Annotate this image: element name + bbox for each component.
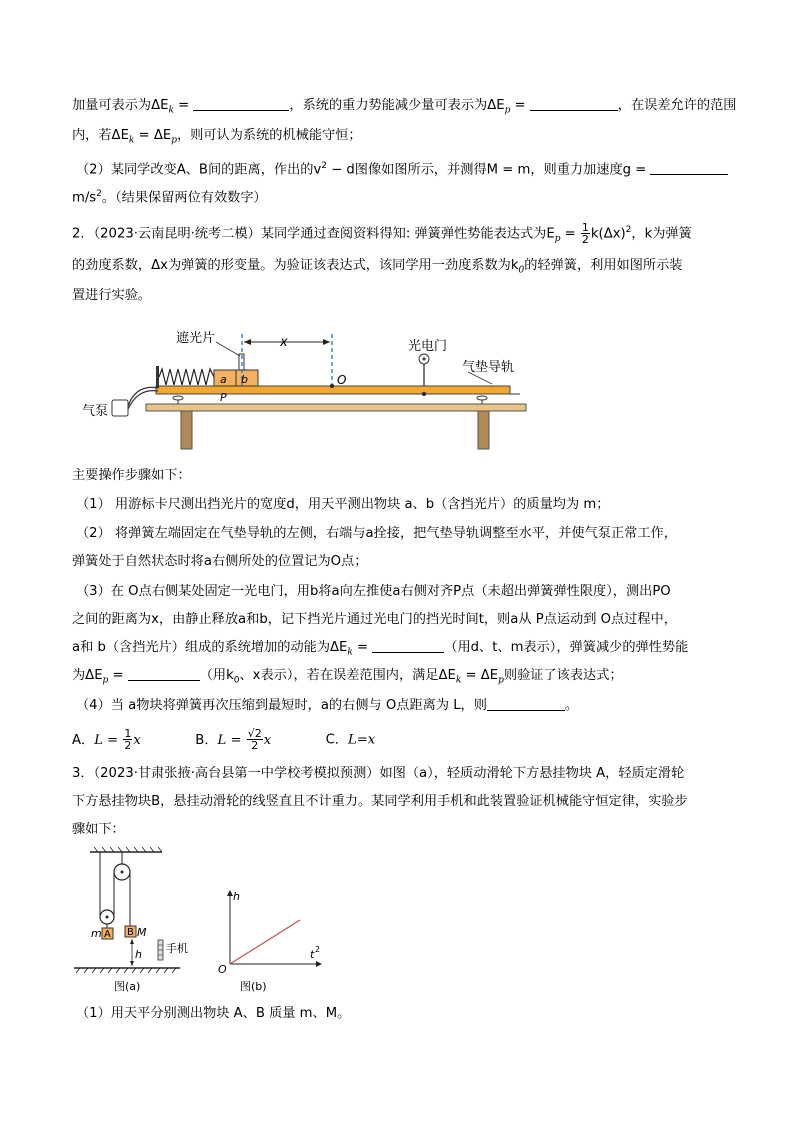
question-3-line-1: 3．（2023·甘肃张掖·高台县第一中学校考模拟预测）如图（a），轻质动滑轮下方悬挂物块 A，轻质定滑轮 [72, 766, 685, 781]
figure-a-caption: 图(a) [114, 980, 141, 993]
text-line-2: 内，若$\Delta E_k = \Delta E_p$，则可认为系统的机械能守恒； [72, 128, 362, 146]
step-3-cont-3: 为$\Delta E_p$ = （用$k_0$、x表示），若在误差范围内，满足$\Delta E_k = \Delta E_p$则验证了该表达式； [72, 668, 623, 686]
fraction-root2-over-2: $\frac{√2}{2}$ [247, 727, 262, 752]
block-b-label: b [241, 373, 248, 386]
question-3-step-1: （1）用天平分别测出物块 A、B 质量 m、M。 [76, 1006, 351, 1021]
question-3-line-2: 下方悬挂物块B，悬挂动滑轮的线竖直且不计重力。某同学利用手机和此装置验证机械能守恒定律，实验步 [72, 794, 688, 809]
point-o-label: O [337, 373, 347, 387]
photogate-label: 光电门 [408, 339, 448, 354]
text-line-4: $m/s^2$。（结果保留两位有效数字） [72, 189, 267, 206]
step-3-cont-1: 之间的距离为x，由静止释放a和b，记下挡光片通过光电门的挡光时间t，则a从 P点运动到 O点过程中， [72, 612, 677, 627]
step-3-cont-2: a和 b（含挡光片）组成的系统增加的动能为$\Delta E_k$ = （用d、t、m表示），弹簧减少的弹性势能 [72, 640, 689, 658]
point-p-label: P [220, 391, 227, 404]
question-2-line-2: 的劲度系数，Δx为弹簧的形变量。为验证该表达式，该同学用一劲度系数为$k_0$的轻弹簧，利用如图所示装 [72, 258, 683, 276]
fraction-half: $\frac{1}{2}$ [124, 727, 132, 752]
option-c[interactable]: C．L=x [325, 732, 376, 748]
answer-blank[interactable] [487, 696, 565, 711]
air-track-figure [78, 322, 538, 454]
text-line-3: （2）某同学改变A、B间的距离，作出的$v^2 - d$图像如图所示，并测得M = m，则重力加速度g = [76, 156, 736, 180]
answer-blank[interactable] [128, 666, 200, 681]
options-row [72, 728, 732, 751]
text-line-1: 加量可表示为$\Delta E_k$ = ，系统的重力势能减少量可表示为$\Delta E_p$ = ，在误差允许的范围 [72, 98, 737, 116]
step-2-cont: 弹簧处于自然状态时将a右侧所处的位置记为O点； [72, 554, 368, 569]
block-a-label: A [104, 929, 111, 940]
block-a-label: a [220, 373, 227, 386]
shutter-label: 遮光片 [176, 331, 216, 346]
answer-blank[interactable] [193, 96, 289, 111]
step-1: （1） 用游标卡尺测出挡光片的宽度d，用天平测出物块 a、b（含挡光片）的质量均为 m； [76, 497, 610, 512]
phone-label: 手机 [166, 942, 188, 955]
axis-h-label: h [233, 890, 240, 903]
step-4: （4）当 a物块将弹簧再次压缩到最短时，a的右侧与 O点距离为 L，则 。 [76, 698, 579, 713]
fraction-half: $\frac{1}{2}$ [581, 220, 589, 246]
option-b[interactable]: B．L = $\frac{√2}{2}$ x [195, 727, 272, 752]
option-a[interactable]: A．L = $\frac{1}{2}$ x [72, 727, 141, 752]
air-track-label: 气垫导轨 [462, 360, 515, 375]
origin-label: O [218, 963, 227, 976]
question-2-line-1: 2．（2023·云南昆明·统考二模）某同学通过查阅资料得知: 弹簧弹性势能表达式为$E_p$ = $\frac{1}{2}$ $k(\Delta x)^2$，k为弹簧 [72, 220, 692, 246]
air-pump-label: 气泵 [82, 404, 109, 419]
figure-b-caption: 图(b) [240, 980, 267, 993]
pulley-figure [70, 846, 330, 996]
axis-t-exponent: 2 [315, 945, 321, 954]
axis-t-label: t [310, 948, 315, 961]
x-distance-label: x [280, 335, 288, 350]
h-t2-line [230, 920, 300, 964]
step-2: （2） 将弹簧左端固定在气垫导轨的左侧，右端与a拴接，把气垫导轨调整至水平，并使气泵正常工作， [76, 526, 677, 541]
answer-blank[interactable] [650, 160, 728, 175]
question-3-line-3: 骤如下： [72, 822, 125, 837]
mass-big-m-label: M [137, 926, 147, 939]
steps-heading: 主要操作步骤如下： [72, 468, 191, 483]
answer-blank[interactable] [372, 638, 444, 653]
block-b-label: B [127, 927, 134, 938]
mass-m-label: m [91, 927, 102, 940]
answer-blank[interactable] [530, 96, 618, 111]
step-3: （3）在 O点右侧某处固定一光电门，用b将a向左推使a右侧对齐P点（未超出弹簧弹性限度），测出PO [76, 584, 671, 599]
question-2-line-3: 置进行实验。 [72, 288, 152, 303]
height-h-label: h [135, 948, 142, 961]
